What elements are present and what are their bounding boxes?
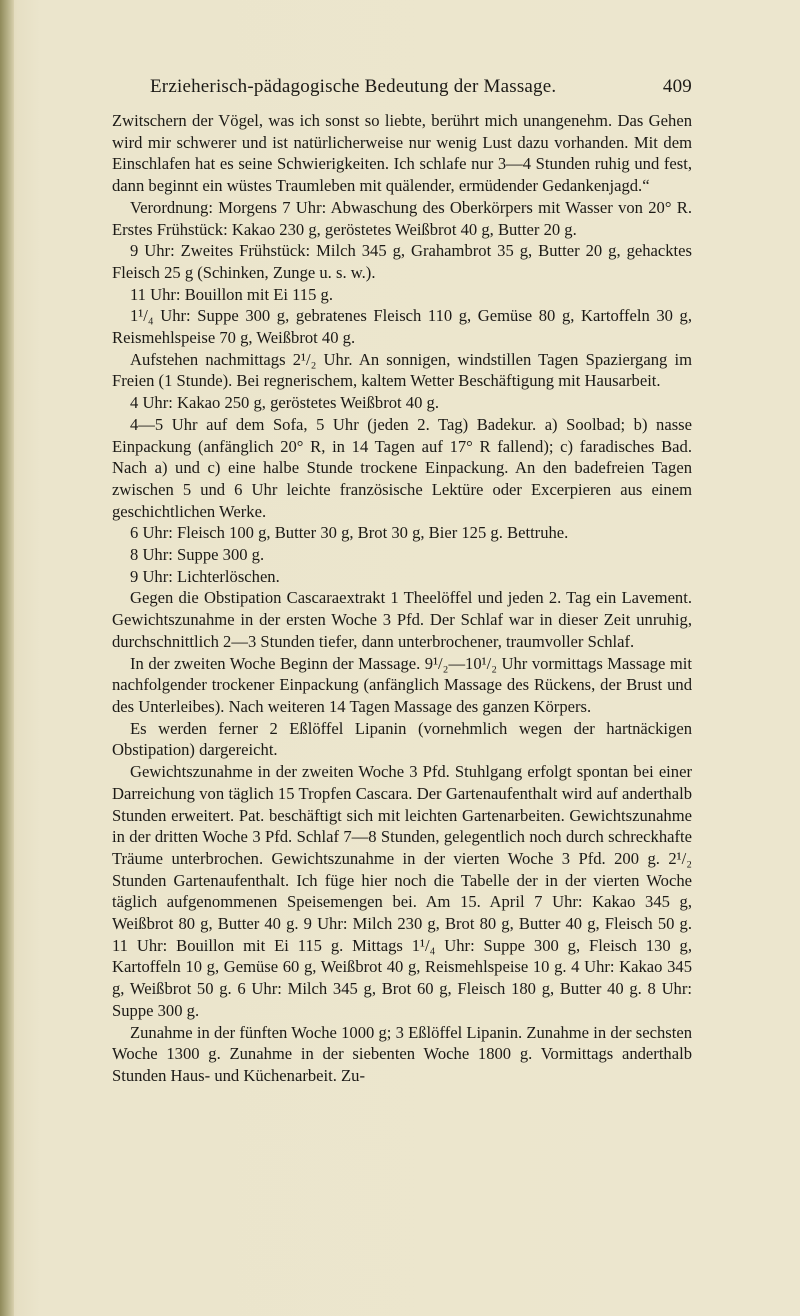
paragraph: Zunahme in der fünften Woche 1000 g; 3 Eßlöffel Lipanin. Zunahme in der sechsten Woche 1300 g. Zunahme in der siebenten Woche 1800 g. Vormittags anderthalb Stunden Haus- und Küchenarbeit. Zu- [112,1022,692,1085]
running-header [150,76,692,98]
page-number: 409 [662,76,692,97]
book-spine-shadow [0,0,14,1316]
paragraph: Es werden ferner 2 Eßlöffel Lipanin (vornehmlich wegen der hartnäckigen Obstipation) dargereicht. [112,718,692,760]
paragraph: Aufstehen nachmittags 2¹/₂ Uhr. An sonnigen, windstillen Tagen Spaziergang im Freien (1 Stunde). Bei regnerischem, kaltem Wetter Beschäftigung mit Hausarbeit. [112,349,692,391]
paragraph: Zwitschern der Vögel, was ich sonst so liebte, berührt mich unangenehm. Das Gehen wird mir schwerer und ist natürlicherweise nur wenig Lust dazu vorhanden. Mit dem Einschlafen hat es seine Schwierigkeiten. Ich schlafe nur 3—4 Stunden ruhig und fest, dann beginnt ein wüstes Traumleben mit quälender, ermüdender Gedankenjagd.“ [112,111,692,196]
paragraph: 1¹/₄ Uhr: Suppe 300 g, gebratenes Fleisch 110 g, Gemüse 80 g, Kartoffeln 30 g, Reismehlspeise 70 g, Weißbrot 40 g. [112,306,692,348]
paragraph: 8 Uhr: Suppe 300 g. [130,545,265,565]
paragraph: 9 Uhr: Lichterlöschen. [130,566,280,586]
paragraph: In der zweiten Woche Beginn der Massage. 9¹/₂—10¹/₂ Uhr vormittags Massage mit nachfolgender trockener Einpackung (anfänglich Massage des Rückens, der Brust und des Unterleibes). Nach weiteren 14 Tagen Massage des ganzen Körpers. [112,653,692,716]
body-text [112,110,692,1087]
paragraph: 9 Uhr: Zweites Frühstück: Milch 345 g, Grahambrot 35 g, Butter 20 g, gehacktes Fleisch 25 g (Schinken, Zunge u. s. w.). [112,241,692,282]
paragraph: Verordnung: Morgens 7 Uhr: Abwaschung des Oberkörpers mit Wasser von 20° R. Erstes Frühstück: Kakao 230 g, geröstetes Weißbrot 40 g, Butter 20 g. [112,197,692,239]
paragraph: 11 Uhr: Bouillon mit Ei 115 g. [130,284,333,304]
paragraph: 6 Uhr: Fleisch 100 g, Butter 30 g, Brot 30 g, Bier 125 g. Bettruhe. [130,523,569,543]
paragraph: Gegen die Obstipation Cascaraextrakt 1 Theelöffel und jeden 2. Tag ein Lavement. Gewichtszunahme in der ersten Woche 3 Pfd. Der Schlaf war in dieser Zeit unruhig, durchschnittlich 2—3 Stunden tiefer, dann unterbrochener, traumvoller Schlaf. [112,588,692,651]
running-title: Erzieherisch-pädagogische Bedeutung der Massage. [150,76,557,97]
paragraph: 4 Uhr: Kakao 250 g, geröstetes Weißbrot 40 g. [130,393,439,413]
paragraph: Gewichtszunahme in der zweiten Woche 3 Pfd. Stuhlgang erfolgt spontan bei einer Darreichung von täglich 15 Tropfen Cascara. Der Gartenaufenthalt wird auf anderthalb Stunden erweitert. Pat. beschäftigt sich mit leichten Gartenarbeiten. Gewichtszunahme in der dritten Woche 3 Pfd. Schlaf 7—8 Stunden, gelegentlich noch durch schreckhafte Träume unterbrochen. Gewichtszunahme in der vierten Woche 3 Pfd. 200 g. 2¹/₂ Stunden Gartenaufenthalt. Ich füge hier noch die Tabelle der in der vierten Woche täglich aufgenommenen Speisemengen bei. Am 15. April 7 Uhr: Kakao 345 g, Weißbrot 80 g, Butter 40 g. 9 Uhr: Milch 230 g, Brot 80 g, Butter 40 g, Fleisch 50 g. 11 Uhr: Bouillon mit Ei 115 g. Mittags 1¹/₄ Uhr: Suppe 300 g, Fleisch 130 g, Kartoffeln 10 g, Gemüse 60 g, Weißbrot 40 g, Reismehlspeise 10 g. 4 Uhr: Kakao 345 g, Weißbrot 50 g. 6 Uhr: Milch 345 g, Brot 60 g, Fleisch 180 g, Butter 40 g. 8 Uhr: Suppe 300 g. [112,762,692,1020]
paragraph: 4—5 Uhr auf dem Sofa, 5 Uhr (jeden 2. Tag) Badekur. a) Soolbad; b) nasse Einpackung (anfänglich 20° R, in 14 Tagen auf 17° R fallend); c) faradisches Bad. Nach a) und c) eine halbe Stunde trockene Einpackung. An den badefreien Tagen zwischen 5 und 6 Uhr leichte französische Lektüre oder Excerpieren aus einem geschichtlichen Werke. [112,414,692,521]
